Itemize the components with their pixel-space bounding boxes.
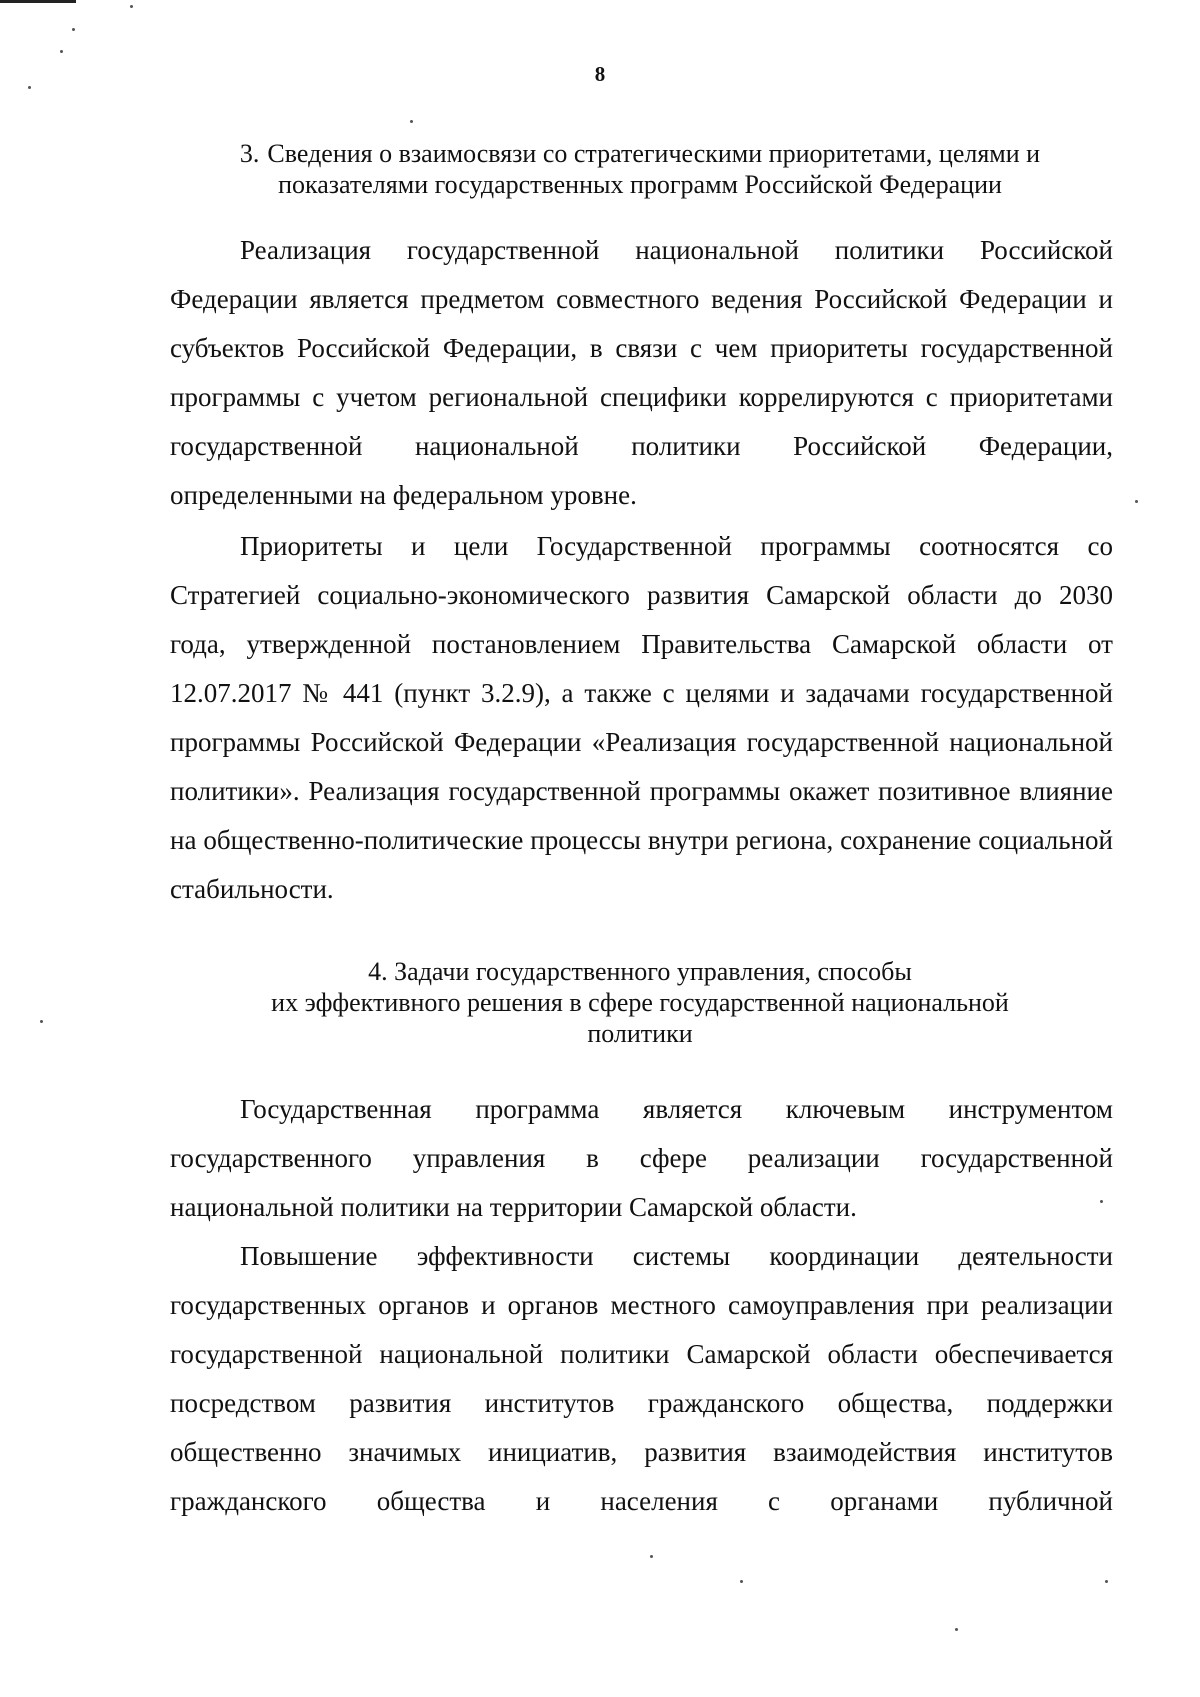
scan-speck [1100, 1200, 1103, 1203]
section-3-heading [170, 138, 1110, 200]
scan-speck [130, 5, 133, 8]
page-number: 8 [594, 62, 606, 86]
section-3-number: 3. [239, 139, 260, 168]
section-4-paragraph-2: Повышение эффективности системы координации деятельности государственных органов и органов местного самоуправления при реализации государственной национальной политики Самарской области обеспечивается посредством развития институтов гражданского общества, поддержки общественно значимых инициатив, развития взаимодействия институтов гражданского общества и населения с органами публичной [170, 1241, 1113, 1516]
scan-speck [72, 28, 75, 31]
section-4-title-line-3: политики [587, 1019, 693, 1048]
scan-speck [40, 1020, 43, 1023]
scan-speck [650, 1555, 653, 1558]
scan-speck [740, 1580, 743, 1583]
section-4-title-line-1: 4. Задачи государственного управления, способы [368, 957, 912, 986]
scan-corner-mark [0, 0, 76, 3]
section-4-title-line-2: их эффективного решения в сфере государственной национальной [271, 988, 1009, 1017]
section-3-heading-line-1 [170, 138, 1110, 169]
section-3-title-line-2: показателями государственных программ Российской Федерации [278, 170, 1002, 199]
scan-speck [28, 86, 31, 89]
section-4-paragraph-1: Государственная программа является ключевым инструментом государственного управления в сфере реализации государственной национальной политики на территории Самарской области. [170, 1094, 1113, 1222]
section-4-heading [170, 956, 1110, 1049]
scan-speck [410, 120, 413, 123]
scan-speck [60, 50, 63, 53]
scan-speck [955, 1628, 958, 1631]
section-3-title-line-1: Сведения о взаимосвязи со стратегическими приоритетами, целями и [267, 139, 1041, 168]
section-3-paragraph-1: Реализация государственной национальной политики Российской Федерации является предметом совместного ведения Российской Федерации и субъектов Российской Федерации, в связи с чем приоритеты государственной программы с учетом региональной специфики коррелируются с приоритетами государственной национальной политики Российской Федерации, определенными на федеральном уровне. [170, 235, 1113, 510]
scan-speck [1105, 1580, 1108, 1583]
scan-speck [1135, 500, 1138, 503]
section-3-paragraph-2: Приоритеты и цели Государственной программы соотносятся со Стратегией социально-экономического развития Самарской области до 2030 года, утвержденной постановлением Правительства Самарской области от 12.07.2017 № 441 (пункт 3.2.9), а также с целями и задачами государственной программы Российской Федерации «Реализация государственной национальной политики». Реализация государственной программы окажет позитивное влияние на общественно-политические процессы внутри региона, сохранение социальной стабильности. [170, 531, 1113, 904]
